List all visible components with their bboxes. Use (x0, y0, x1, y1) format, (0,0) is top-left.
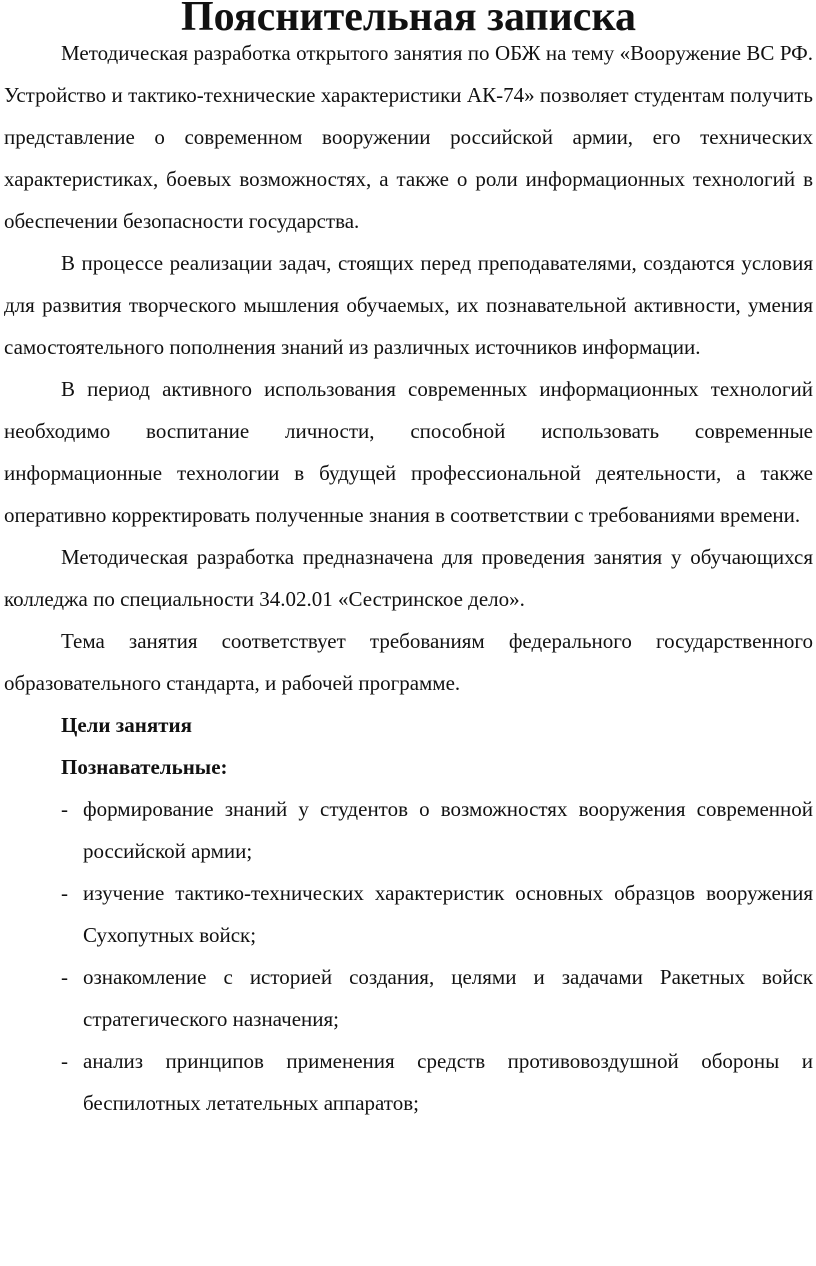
paragraph-intro: Методическая разработка открытого занятия по ОБЖ на тему «Вооружение ВС РФ. Устройство и тактико-технические характеристики АК-74» позволяет студентам получить представление о современном вооружении российской армии, его технических характеристиках, боевых возможностях, а также о роли информационных технологий в обеспечении безопасности государства. (4, 41, 813, 233)
list-item-text: анализ принципов применения средств противовоздушной обороны и беспилотных летательных аппаратов; (83, 1049, 813, 1115)
list-dash: - (61, 881, 68, 905)
list-item (61, 872, 813, 956)
goals-heading: Цели занятия (61, 713, 192, 737)
list-dash: - (61, 965, 68, 989)
list-item-text: ознакомление с историей создания, целями и задачами Ракетных войск стратегического назначения; (83, 965, 813, 1031)
list-dash: - (61, 1049, 68, 1073)
paragraph-standard: Тема занятия соответствует требованиям федерального государственного образовательного стандарта, и рабочей программе. (4, 629, 813, 695)
list-item (61, 956, 813, 1040)
list-item-text: формирование знаний у студентов о возможностях вооружения современной российской армии; (83, 797, 813, 863)
paragraph-technologies: В период активного использования современных информационных технологий необходимо воспитание личности, способной использовать современные информационные технологии в будущей профессиональной деятельности, а также оперативно корректировать полученные знания в соответствии с требованиями времени. (4, 377, 813, 527)
list-item-text: изучение тактико-технических характеристик основных образцов вооружения Сухопутных войск; (83, 881, 813, 947)
list-dash: - (61, 797, 68, 821)
paragraph-purpose: Методическая разработка предназначена для проведения занятия у обучающихся колледжа по специальности 34.02.01 «Сестринское дело». (4, 545, 813, 611)
paragraph-tasks: В процессе реализации задач, стоящих перед преподавателями, создаются условия для развития творческого мышления обучаемых, их познавательной активности, умения самостоятельного пополнения знаний из различных источников информации. (4, 251, 813, 359)
list-item (61, 1040, 813, 1124)
list-item (61, 788, 813, 872)
cognitive-goals-list (4, 788, 813, 1124)
document-title: Пояснительная записка (180, 0, 637, 40)
cognitive-heading: Познавательные: (61, 755, 228, 779)
